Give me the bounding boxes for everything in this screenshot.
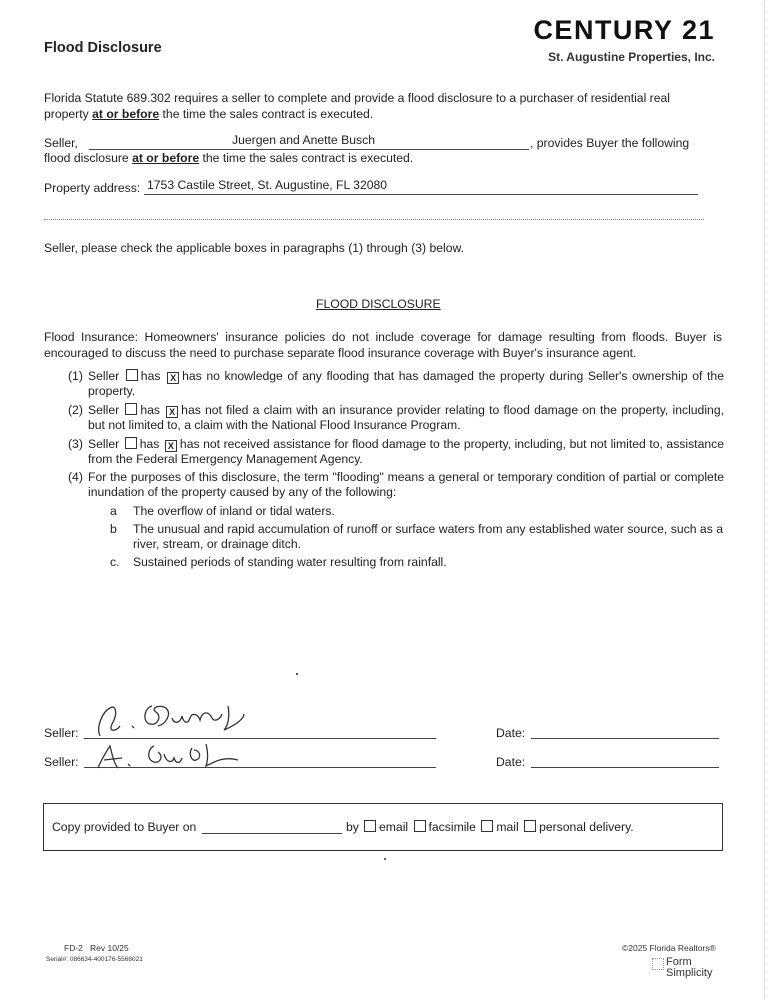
section-heading: FLOOD DISCLOSURE — [316, 297, 441, 311]
seller-name-value: Juergen and Anette Busch — [232, 133, 375, 147]
list-item — [68, 437, 728, 469]
intro-text: Florida Statute 689.302 requires a seller to complete and provide a flood disclosure to a purchaser of residential real property — [44, 91, 670, 121]
item-rest: has not received assistance for flood damage to the property, including, but not limited to, assistance from the Federal Emergency Management Agency. — [88, 437, 724, 467]
item-has: has — [139, 437, 160, 451]
mail-label: mail — [496, 820, 519, 834]
brand-subtitle: St. Augustine Properties, Inc. — [548, 50, 715, 64]
date-2-label: Date: — [496, 755, 526, 769]
intro-paragraph — [44, 91, 704, 122]
blank-address-line — [44, 218, 704, 220]
item-seller: Seller — [88, 437, 120, 451]
item-rest: has no knowledge of any flooding that has damaged the property during Seller's ownership of the property. — [88, 369, 724, 399]
copyright: ©2025 Florida Realtors® — [622, 943, 716, 953]
seller-label: Seller, — [44, 136, 78, 150]
personal-delivery-checkbox[interactable] — [524, 820, 536, 832]
facsimile-label: facsimile — [428, 820, 476, 834]
mail-checkbox[interactable] — [481, 820, 493, 832]
date-1-label: Date: — [496, 726, 526, 740]
copy-by-label: by — [346, 820, 359, 834]
logo-simplicity-text: Simplicity — [666, 967, 713, 979]
serial-number: Serial#: 086634-400176-5568021 — [46, 956, 143, 963]
subitem-text: Sustained periods of standing water resulting from rainfall. — [133, 555, 447, 569]
item-text — [88, 437, 724, 468]
instruction-text: Seller, please check the applicable boxes in paragraphs (1) through (3) below. — [44, 241, 465, 255]
copy-provided-label: Copy provided to Buyer on — [52, 820, 197, 834]
has-not-checkbox-1[interactable]: X — [167, 372, 179, 384]
logo-form-text: Form — [666, 956, 692, 968]
subitem-letter: b — [110, 522, 117, 536]
intro-emphasis: at or before — [92, 106, 160, 121]
list-item — [68, 369, 728, 401]
personal-delivery-label: personal delivery. — [539, 820, 634, 834]
scan-speck — [384, 858, 386, 860]
has-checkbox-1[interactable] — [126, 369, 138, 381]
form-id-text: FD-2 — [64, 943, 83, 953]
email-checkbox[interactable] — [364, 820, 376, 832]
seller-line2-text-end: the time the sales contract is executed. — [199, 151, 414, 165]
property-address-value: 1753 Castile Street, St. Augustine, FL 32080 — [147, 178, 388, 192]
seller-line2 — [44, 151, 413, 165]
intro-text-end: the time the sales contract is executed. — [159, 106, 374, 121]
list-item — [68, 470, 728, 502]
form-revision: Rev 10/25 — [89, 943, 129, 953]
date-1-field[interactable] — [531, 724, 719, 739]
item-seller: Seller — [88, 403, 120, 417]
item-number: (3) — [68, 437, 83, 451]
item-text: For the purposes of this disclosure, the term "flooding" means a general or temporary condition of partial or complete inundation of the property caused by any of the following: — [88, 470, 724, 500]
seller-2-signature — [88, 734, 268, 774]
seller-2-label: Seller: — [44, 755, 79, 769]
scan-speck — [296, 673, 298, 675]
scan-edge — [764, 0, 766, 1000]
property-address-label: Property address: — [44, 181, 141, 195]
item-text — [88, 403, 724, 434]
subitem-letter: c. — [110, 555, 120, 569]
item-text — [88, 369, 724, 400]
has-not-checkbox-3[interactable]: X — [165, 440, 177, 452]
item-number: (2) — [68, 403, 83, 417]
date-2-field[interactable] — [531, 753, 719, 768]
copy-date-field[interactable] — [202, 819, 342, 834]
has-checkbox-2[interactable] — [125, 403, 137, 415]
seller-1-label: Seller: — [44, 726, 79, 740]
facsimile-checkbox[interactable] — [414, 820, 426, 832]
document-title: Flood Disclosure — [44, 40, 162, 56]
item-has: has — [140, 369, 161, 383]
has-not-checkbox-2[interactable]: X — [166, 406, 178, 418]
seller-line2-emphasis: at or before — [132, 151, 200, 165]
item-seller: Seller — [88, 369, 120, 383]
form-simplicity-icon — [652, 958, 664, 970]
item-rest: has not filed a claim with an insurance provider relating to flood damage on the property, including, but not limited to, a claim with the National Flood Insurance Program. — [88, 403, 724, 433]
delivery-options — [362, 820, 634, 834]
item-has: has — [140, 403, 160, 417]
subitem-text: The unusual and rapid accumulation of runoff or surface waters from any established water source, such as a river, stream, or drainage ditch. — [133, 522, 723, 552]
email-label: email — [379, 820, 409, 834]
brand-logo: CENTURY 21 — [533, 15, 715, 45]
has-checkbox-3[interactable] — [125, 437, 137, 449]
subitem-letter: a — [110, 504, 117, 518]
flood-insurance-paragraph: Flood Insurance: Homeowners' insurance policies do not include coverage for damage resulting from floods. Buyer is encouraged to discuss the need to purchase separate flood insurance coverage with Buyer's insurance agent. — [44, 330, 722, 360]
item-number: (4) — [68, 470, 83, 484]
item-number: (1) — [68, 369, 83, 383]
list-item — [68, 403, 728, 435]
seller-line2-text: flood disclosure — [44, 151, 133, 165]
form-id — [64, 943, 129, 953]
subitem-text: The overflow of inland or tidal waters. — [133, 504, 335, 518]
seller-line-suffix: , provides Buyer the following — [530, 136, 690, 150]
